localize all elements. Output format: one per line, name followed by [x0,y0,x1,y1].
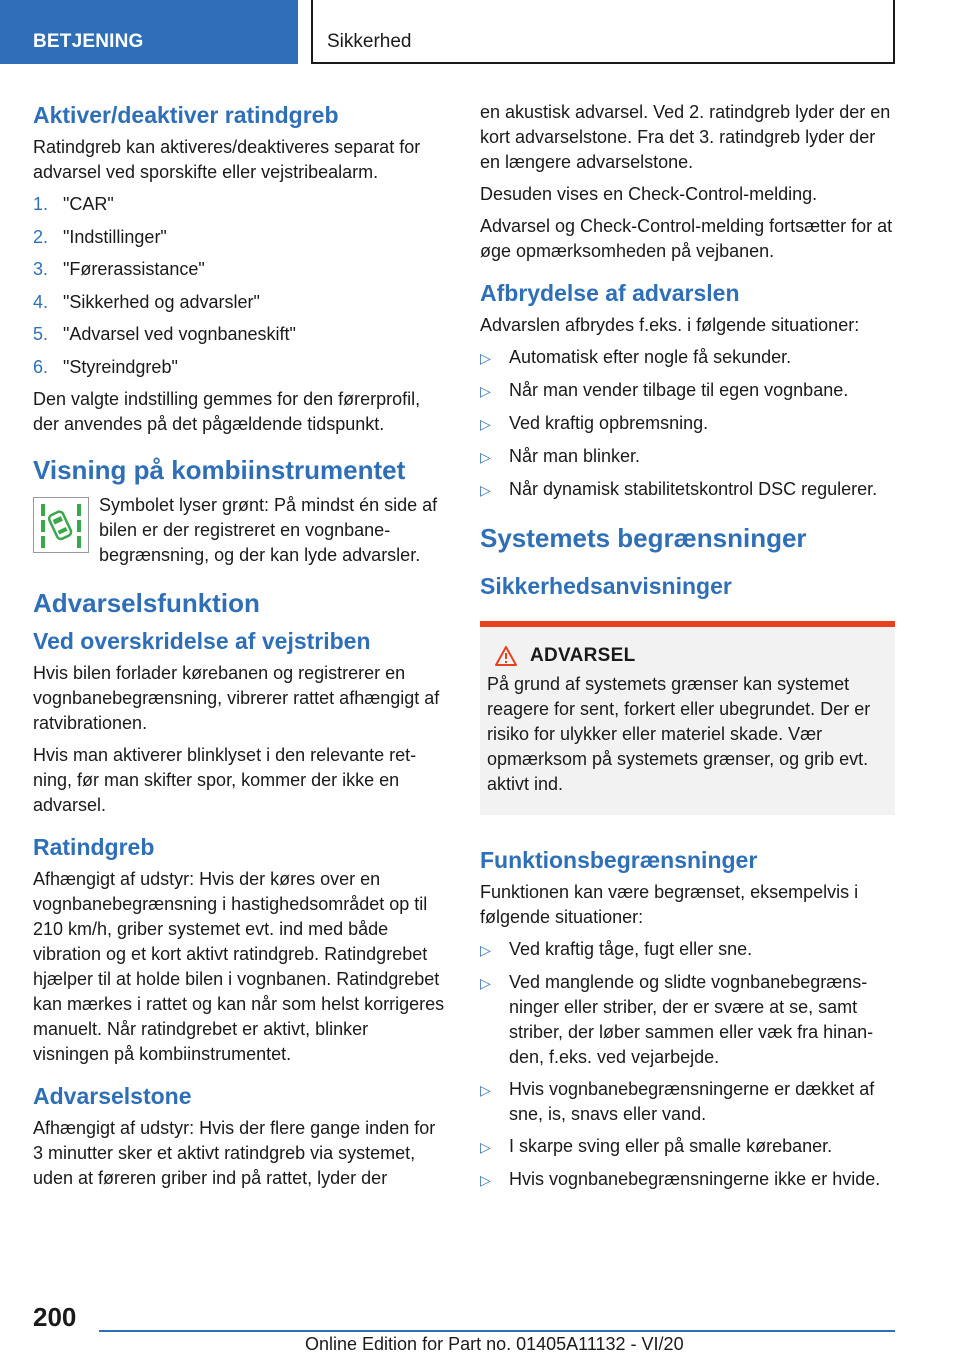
list-item [480,1134,895,1160]
warning-text: På grund af systemets grænser kan systemet reagere for sent, forkert eller ubegrundet. Der er risiko for ulykker eller materiel skade. Vær opmærksom på systemets grænser, og grib evt. aktivt ind. [487,674,871,794]
lane-departure-icon [33,497,89,553]
heading-toggle: Aktiver/deaktiver ratindgreb [33,102,339,128]
heading-tone: Advarselstone [33,1083,192,1109]
triangle-right-icon: ▷ [480,482,491,498]
step-number: 5. [33,324,49,344]
section-tab [0,0,298,64]
list-item [480,1077,895,1127]
list-item [480,477,895,503]
warning-title-text: ADVARSEL [530,645,636,666]
triangle-right-icon: ▷ [480,383,491,399]
heading-function-limits: Funktionsbegrænsninger [480,847,758,873]
list-item [480,378,895,404]
triangle-right-icon: ▷ [480,1139,491,1155]
step-item [33,322,448,347]
step-number: 1. [33,194,49,214]
list-item-text: I skarpe sving eller på smalle kørebaner. [509,1136,833,1156]
para-exceed-1: Hvis bilen forlader kørebanen og registrerer en vognbanebegrænsning, vibrerer rattet afhængigt af ratvibrationen. [33,663,440,733]
step-item [33,192,448,217]
step-text: "Styreindgreb" [63,356,178,377]
list-item-text: Ved manglende og slidte vognbanebegrænsninger eller striber, der er svære at se, samt striber, der løber sammen eller væk fra hinanden, f.eks. ved vejarbejde. [509,972,874,1067]
triangle-right-icon: ▷ [480,975,491,991]
heading-display: Visning på kombiinstrumentet [33,455,406,485]
list-item-text: Når man blinker. [509,446,641,466]
step-text: "Sikkerhed og advarsler" [63,291,260,312]
step-number: 2. [33,226,49,247]
right-column [480,100,895,1200]
list-item-text: Ved kraftig tåge, fugt eller sne. [509,939,753,959]
list-item [480,444,895,470]
section-title: BETJENING [33,31,144,52]
footer-edition: Online Edition for Part no. 01405A11132 - VI/20 [305,1334,684,1354]
heading-safety: Sikkerhedsanvisninger [480,573,732,599]
heading-interrupt: Afbrydelse af advarslen [480,280,740,306]
chapter-tab [311,0,895,64]
list-item-text: Når man vender tilbage til egen vognbane. [509,380,849,400]
step-item [33,290,448,315]
triangle-right-icon: ▷ [480,449,491,465]
chapter-title: Sikkerhed [327,31,412,52]
step-text: "CAR" [63,194,114,214]
step-item [33,225,448,250]
steps-list [33,192,448,380]
para-exceed-2: Hvis man aktiverer blinklyset i den relevante retning, før man skifter spor, kommer der ikke en advarsel. [33,745,417,815]
triangle-right-icon: ▷ [480,1082,491,1098]
list-item [480,1167,895,1193]
warning-box [480,621,895,815]
list-item [480,411,895,437]
step-number: 3. [33,259,49,279]
list-item-text: Hvis vognbanebegrænsningerne er dækket af sne, is, snavs eller vand. [509,1079,875,1124]
triangle-right-icon: ▷ [480,416,491,432]
para-tone: Afhængigt af udstyr: Hvis der flere gange inden for 3 minutter sker et aktivt ratindgreb via systemet, uden at føreren griber ind på rattet, lyder der [33,1118,436,1188]
heading-limits: Systemets begrænsninger [480,523,807,553]
step-item [33,257,448,282]
step-text: "Advarsel ved vognbaneskift" [63,324,296,344]
list-item-text: Ved kraftig opbremsning. [509,413,709,433]
page-number: 200 [33,1302,77,1332]
list-item [480,937,895,963]
heading-steer: Ratindgreb [33,834,155,860]
para-function-limits: Funktionen kan være begrænset, eksempelvis i følgende situationer: [480,882,859,927]
para-symbol: Symbolet lyser grønt: På mindst én side af bilen er der registreret en vognbanebegrænsning, og der kan lyde advarsler. [99,495,438,565]
interrupt-list [480,345,895,503]
triangle-right-icon: ▷ [480,350,491,366]
warning-triangle-icon [495,646,517,666]
step-number: 4. [33,291,49,312]
step-number: 6. [33,356,49,377]
left-column [33,100,448,1198]
para-continued: en akustisk advarsel. Ved 2. ratindgreb lyder der en kort advarselstone. Fra det 3. ratindgreb lyder der en længere advarselstone. [480,102,891,172]
step-text: "Indstillinger" [63,226,167,247]
list-item [480,970,895,1070]
triangle-right-icon: ▷ [480,1172,491,1188]
list-item [480,345,895,371]
limits-list [480,937,895,1193]
step-item [33,355,448,380]
para-steer: Afhængigt af udstyr: Hvis der køres over en vognbanebegrænsning i hastighedsområdet op til 210 km/h, griber systemet evt. ind med både vibration og et kort aktivt ratindgreb. Ratindgrebet hjælper til at holde bilen i vognbanen. Ratindgrebet kan mærkes i rattet og kan når som helst korrigeres manuelt. Når ratindgrebet er aktivt, blinker visningen på kombiinstrumentet. [33,869,445,1064]
list-item-text: Automatisk efter nogle få sekunder. [509,347,792,367]
para-check-control: Desuden vises en Check-Control-melding. [480,184,818,204]
symbol-block [33,493,448,568]
para-saved: Den valgte indstilling gemmes for den førerprofil, der anvendes på det pågældende tidspunkt. [33,389,421,434]
heading-exceed: Ved overskridelse af vejstriben [33,628,371,654]
para-interrupt: Advarslen afbrydes f.eks. i følgende situationer: [480,315,860,335]
heading-function: Advarselsfunktion [33,588,260,618]
para-toggle: Ratindgreb kan aktiveres/deaktiveres separat for advarsel ved sporskifte eller vejstribealarm. [33,137,421,182]
list-item-text: Når dynamisk stabilitetskontrol DSC regulerer. [509,479,878,499]
list-item-text: Hvis vognbanebegrænsningerne ikke er hvide. [509,1169,881,1189]
triangle-right-icon: ▷ [480,942,491,958]
footer-divider [99,1330,895,1332]
para-persist: Advarsel og Check-Control-melding fortsætter for at øge opmærksomheden på vejbanen. [480,216,893,261]
warning-title [487,645,887,667]
step-text: "Førerassistance" [63,259,205,279]
